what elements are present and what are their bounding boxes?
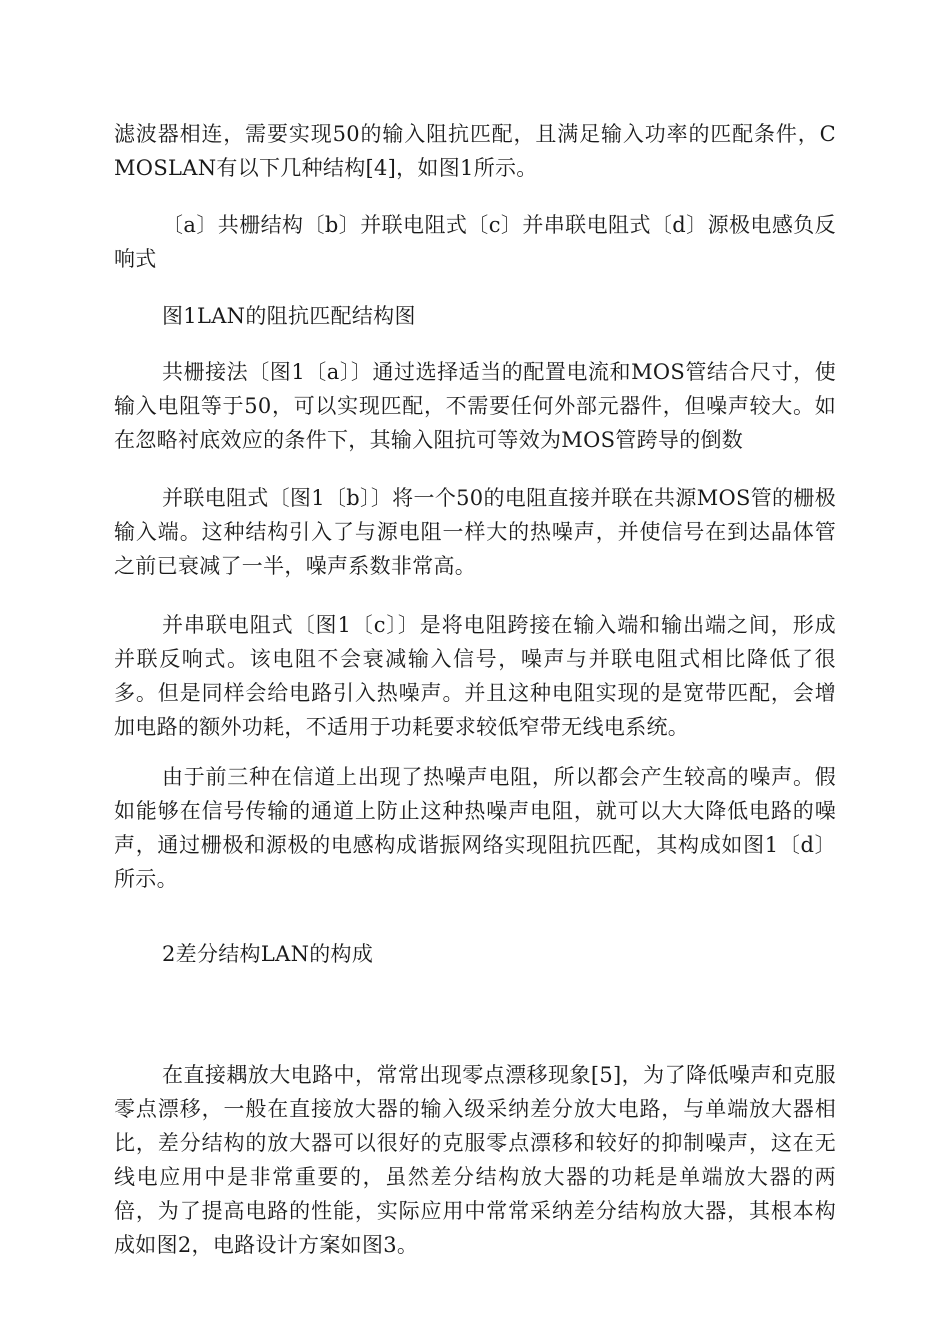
figure-1-caption: 图1LAN的阻抗匹配结构图: [162, 304, 416, 328]
paragraph-lan-intro: 滤波器相连，需要实现50的输入阻抗匹配，且满足输入功率的匹配条件，CMOSLAN有以下几种结构[4]，如图1所示。: [114, 122, 836, 180]
paragraph-common-gate: 共栅接法〔图1〔a〕〕通过选择适当的配置电流和MOS管结合尺寸，使输入电阻等于50，可以实现匹配，不需要任何外部元器件，但噪声较大。如在忽略衬底效应的条件下，其输入阻抗可等效为MOS管跨导的倒数: [114, 360, 836, 452]
paragraph-inductive-degeneration: 由于前三种在信道上出现了热噪声电阻，所以都会产生较高的噪声。假如能够在信号传输的通道上防止这种热噪声电阻，就可以大大降低电路的噪声，通过栅极和源极的电感构成谐振网络实现阻抗匹配，其构成如图1〔d〕所示。: [114, 765, 836, 891]
paragraph-series-shunt-resistor: 并串联电阻式〔图1〔c〕〕是将电阻跨接在输入端和输出端之间，形成并联反响式。该电阻不会衰减输入信号，噪声与并联电阻式相比降低了很多。但是同样会给电路引入热噪声。并且这种电阻实现的是宽带匹配，会增加电路的额外功耗，不适用于功耗要求较低窄带无线电系统。: [114, 613, 836, 739]
section-heading-differential-lan: 2差分结构LAN的构成: [162, 942, 374, 966]
paragraph-differential-structure: 在直接耦放大电路中，常常出现零点漂移现象[5]，为了降低噪声和克服零点漂移，一般在直接放大器的输入级采纳差分放大电路，与单端放大器相比，差分结构的放大器可以很好的克服零点漂移和较好的抑制噪声，这在无线电应用中是非常重要的，虽然差分结构放大器的功耗是单端放大器的两倍，为了提高电路的性能，实际应用中常常采纳差分结构放大器，其根本构成如图2，电路设计方案如图3。: [114, 1063, 836, 1257]
figure-subcaptions: 〔a〕共栅结构〔b〕并联电阻式〔c〕并串联电阻式〔d〕源极电感负反响式: [114, 213, 836, 271]
paragraph-shunt-resistor: 并联电阻式〔图1〔b〕〕将一个50的电阻直接并联在共源MOS管的栅极输入端。这种结构引入了与源电阻一样大的热噪声，并使信号在到达晶体管之前已衰减了一半，噪声系数非常高。: [114, 486, 836, 578]
